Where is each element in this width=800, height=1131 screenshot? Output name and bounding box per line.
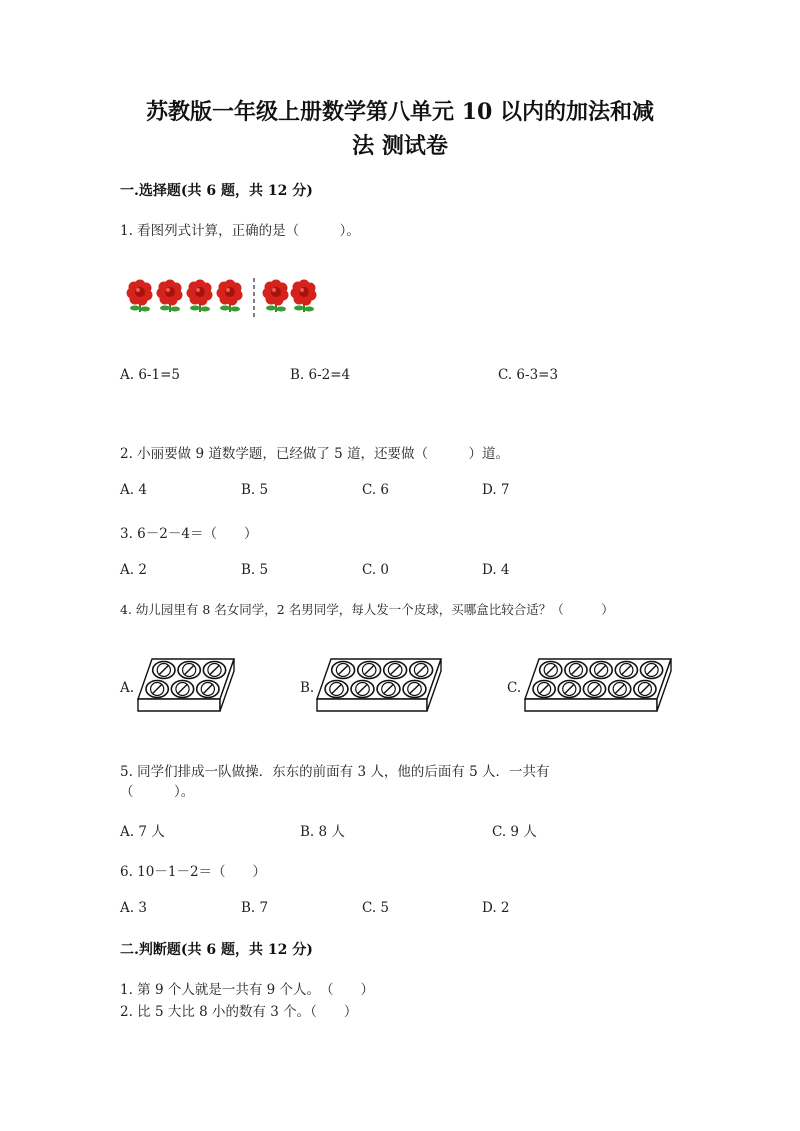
ball-icon	[358, 662, 381, 679]
flower-icon	[187, 280, 213, 313]
question-6-option-d[interactable]: D. 2	[482, 900, 510, 916]
ball-icon	[351, 681, 374, 698]
ball-icon	[583, 681, 605, 698]
ball-icon	[410, 662, 433, 679]
ball-icon	[203, 662, 225, 679]
ball-icon	[146, 681, 168, 698]
flowers-illustration	[118, 272, 328, 324]
question-1-option-c[interactable]: C. 6-3=3	[498, 367, 559, 383]
ball-icon	[403, 681, 426, 698]
question-1-text: 1. 看图列式计算，正确的是（ ）。	[120, 223, 360, 239]
question-2-option-d[interactable]: D. 7	[482, 482, 510, 498]
ball-icon	[533, 681, 555, 698]
ball-icon	[178, 662, 200, 679]
ball-icon	[590, 662, 612, 679]
question-4-option-c[interactable]: C.	[507, 680, 522, 696]
flower-icon	[263, 280, 289, 313]
ball-icon	[153, 662, 175, 679]
question-5-text-line-1: 5. 同学们排成一队做操．东东的前面有 3 人，他的后面有 5 人．一共有	[120, 764, 550, 780]
page-title-line-2: 法 测试卷	[352, 133, 448, 159]
ball-icon	[609, 681, 631, 698]
ball-icon	[384, 662, 407, 679]
ball-icon	[377, 681, 400, 698]
question-3-text: 3. 6－2－4＝（ ）	[120, 526, 258, 542]
judgement-1-text: 1. 第 9 个人就是一共有 9 个人。 （ ）	[120, 982, 375, 998]
ball-icon	[634, 681, 656, 698]
ball-icon	[565, 662, 587, 679]
ball-icon	[540, 662, 562, 679]
flower-icon	[127, 280, 153, 313]
question-6-option-b[interactable]: B. 7	[241, 900, 269, 916]
section-heading-judgement: 二.判断题(共 6 题，共 12 分)	[120, 942, 313, 958]
ball-icon	[332, 662, 355, 679]
ball-box-c-image[interactable]	[523, 655, 673, 719]
question-3-option-a[interactable]: A. 2	[120, 562, 147, 578]
question-2-option-a[interactable]: A. 4	[120, 482, 147, 498]
question-5-option-b[interactable]: B. 8 人	[300, 824, 345, 840]
ball-icon	[197, 681, 219, 698]
question-3-option-d[interactable]: D. 4	[482, 562, 510, 578]
page-title-line-1: 苏教版一年级上册数学第八单元 10 以内的加法和减	[146, 99, 654, 125]
ball-box-a-image[interactable]	[136, 655, 236, 719]
question-1-option-a[interactable]: A. 6-1=5	[120, 367, 180, 383]
flower-icon	[157, 280, 183, 313]
question-5-option-c[interactable]: C. 9 人	[492, 824, 537, 840]
question-5-option-a[interactable]: A. 7 人	[120, 824, 165, 840]
ball-icon	[325, 681, 348, 698]
question-4-option-b[interactable]: B.	[300, 680, 315, 696]
ball-icon	[171, 681, 193, 698]
question-2-option-c[interactable]: C. 6	[362, 482, 390, 498]
question-4-option-a[interactable]: A.	[120, 680, 135, 696]
question-1-option-b[interactable]: B. 6-2=4	[290, 367, 351, 383]
ball-icon	[558, 681, 580, 698]
section-heading-choice: 一.选择题(共 6 题，共 12 分)	[120, 183, 313, 199]
ball-box-b-image[interactable]	[315, 655, 443, 719]
question-6-option-c[interactable]: C. 5	[362, 900, 390, 916]
question-3-option-c[interactable]: C. 0	[362, 562, 390, 578]
flower-icon	[217, 280, 243, 313]
judgement-2-text: 2. 比 5 大比 8 小的数有 3 个。（ ）	[120, 1004, 358, 1020]
question-2-option-b[interactable]: B. 5	[241, 482, 269, 498]
question-4-text: 4. 幼儿园里有 8 名女同学，2 名男同学，每人发一个皮球，买哪盒比较合适？（ ）	[120, 602, 614, 617]
question-5-text-line-2: （ ）。	[120, 784, 195, 800]
ball-icon	[615, 662, 637, 679]
question-6-text: 6. 10－1－2＝（ ）	[120, 864, 267, 880]
flower-icon	[291, 280, 317, 313]
ball-icon	[640, 662, 662, 679]
question-2-text: 2. 小丽要做 9 道数学题，已经做了 5 道，还要做（ ）道。	[120, 446, 510, 462]
question-3-option-b[interactable]: B. 5	[241, 562, 269, 578]
question-6-option-a[interactable]: A. 3	[120, 900, 147, 916]
